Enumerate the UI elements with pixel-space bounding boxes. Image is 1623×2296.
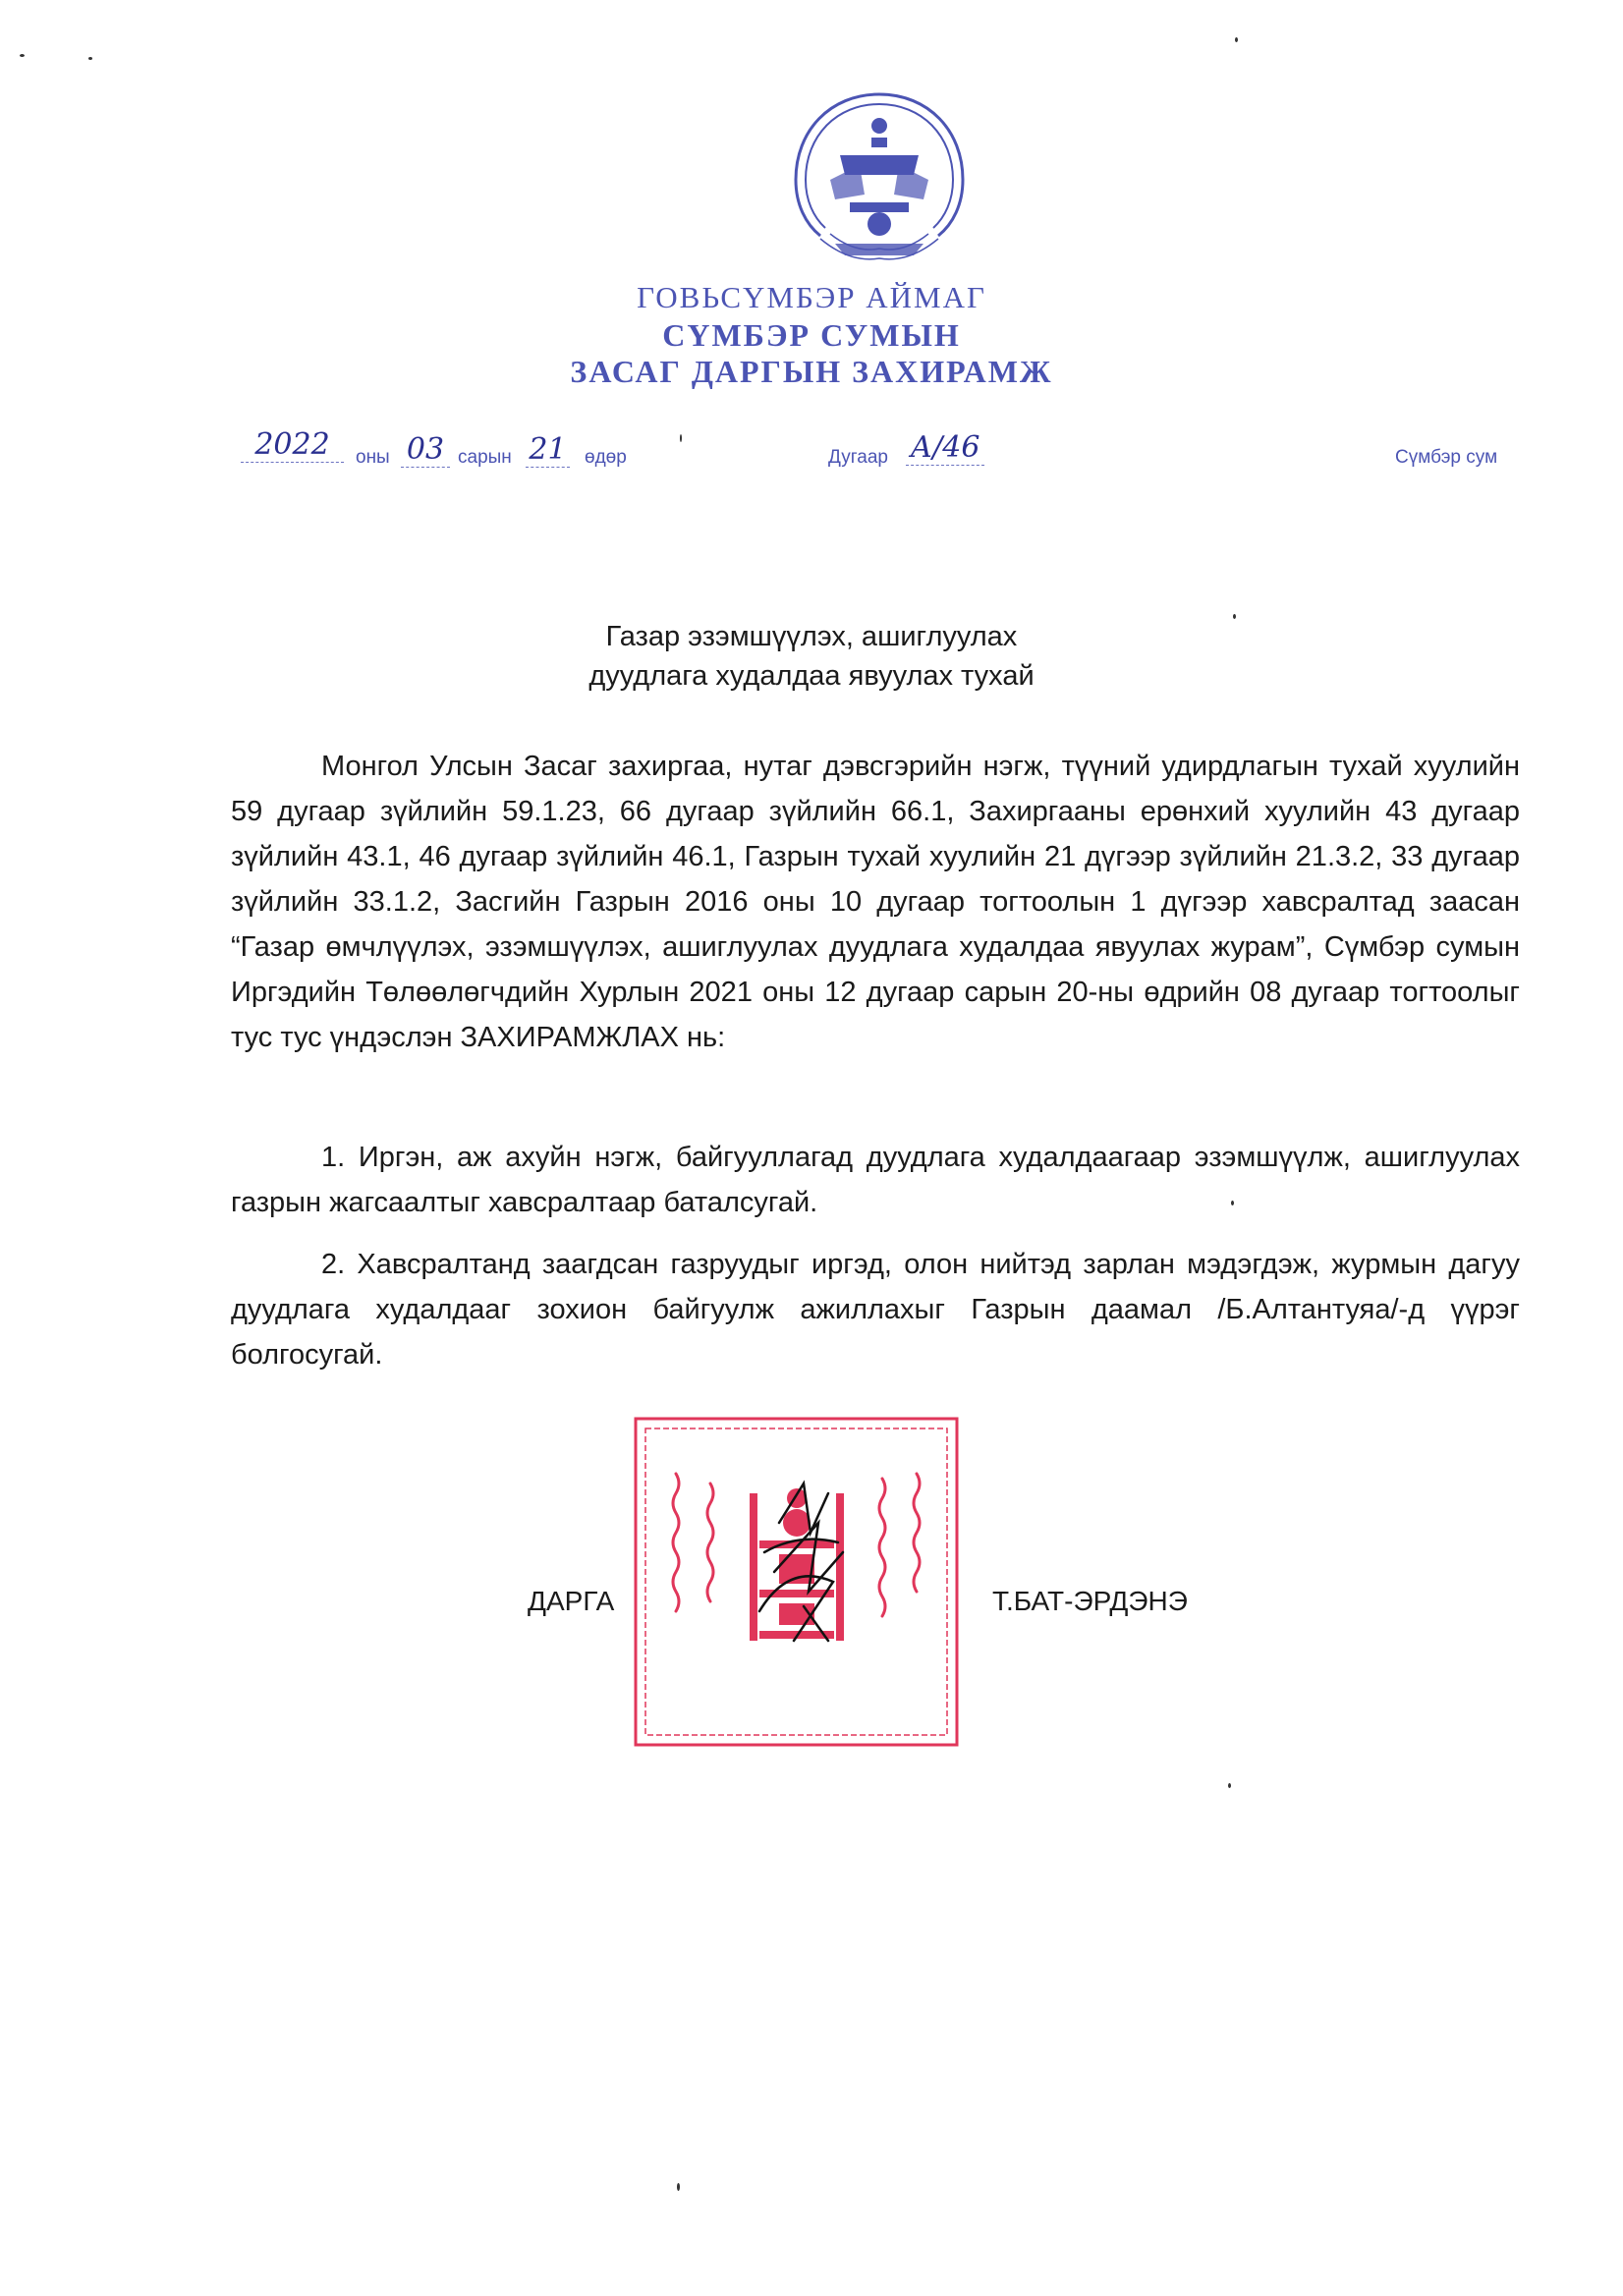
date-month-suffix: сарын [458, 447, 512, 468]
signatory-title: ДАРГА [528, 1586, 615, 1616]
date-month: 03 [401, 432, 450, 468]
scan-speck [1233, 614, 1236, 619]
sum-name: СҮМБЭР СУМЫН [662, 317, 961, 353]
document-type: ЗАСАГ ДАРГЫН ЗАХИРАМЖ [570, 354, 1053, 389]
number-label: Дугаар [828, 447, 888, 468]
date-day: 21 [526, 432, 570, 468]
document-title-line-1: Газар эзэмшүүлэх, ашиглуулах [605, 621, 1018, 652]
state-emblem [781, 86, 978, 283]
date-year-suffix: оны [356, 447, 390, 468]
list-item [231, 1135, 1520, 1225]
scan-speck [1235, 37, 1238, 42]
official-seal [632, 1415, 961, 1749]
scan-speck [20, 54, 25, 57]
scan-speck [88, 57, 92, 60]
scan-speck [677, 2183, 680, 2191]
list-item [231, 1242, 1520, 1377]
preamble-text: Монгол Улсын Засаг захиргаа, нутаг дэвсгэрийн нэгж, түүний удирдлагын тухай хуулийн 59 дугаар зүйлийн 59.1.23, 66 дугаар зүйлийн 66.1, Захиргааны ерөнхий хуулийн 43 дугаар зүйлийн 43.1, 46 дугаар зүйлийн 46.1, Газрын тухай хуулийн 21 дүгээр зүйлийн 21.3.2, 33 дугаар зүйлийн 33.1.2, Засгийн Газрын 2016 оны 10 дугаар тогтоолын 1 дүгээр хавсралтад заасан “Газар өмчлүүлэх, эзэмшүүлэх, ашиглуулах дуудлага худалдаа явуулах журам”, Сүмбэр сумын Иргэдийн Төлөөлөгчдийн Хурлын 2021 оны 12 дугаар сарын 20-ны өдрийн 08 дугаар тогтоолыг тус тус үндэслэн ЗАХИРАМЖЛАХ нь: [231, 751, 1520, 1053]
signatory-name: Т.БАТ-ЭРДЭНЭ [992, 1586, 1188, 1616]
scan-speck [1228, 1783, 1231, 1788]
document-number: А/46 [906, 430, 984, 466]
item-2-text: 2. Хавсралтанд заагдсан газруудыг иргэд, олон нийтэд зарлан мэдэгдэж, журмын дагуу дуудлага худалдааг зохион байгуулж ажиллахыг Газрын даамал /Б.Алтантуяа/-д үүрэг болгосугай. [231, 1249, 1520, 1371]
document-title-line-2: дуудлага худалдаа явуулах тухай [588, 660, 1035, 692]
date-year: 2022 [241, 427, 344, 463]
aimag-name: ГОВЬСҮМБЭР АЙМАГ [637, 280, 986, 314]
place-name: Сүмбэр сум [1395, 447, 1498, 468]
scan-speck [680, 434, 682, 442]
scan-speck [1231, 1201, 1234, 1205]
date-day-suffix: өдөр [585, 447, 627, 468]
item-1-text: 1. Иргэн, аж ахуйн нэгж, байгууллагад дуудлага худалдаагаар эзэмшүүлж, ашиглуулах газрын жагсаалтыг хавсралтаар баталсугай. [231, 1142, 1520, 1218]
preamble-paragraph [231, 744, 1520, 1060]
